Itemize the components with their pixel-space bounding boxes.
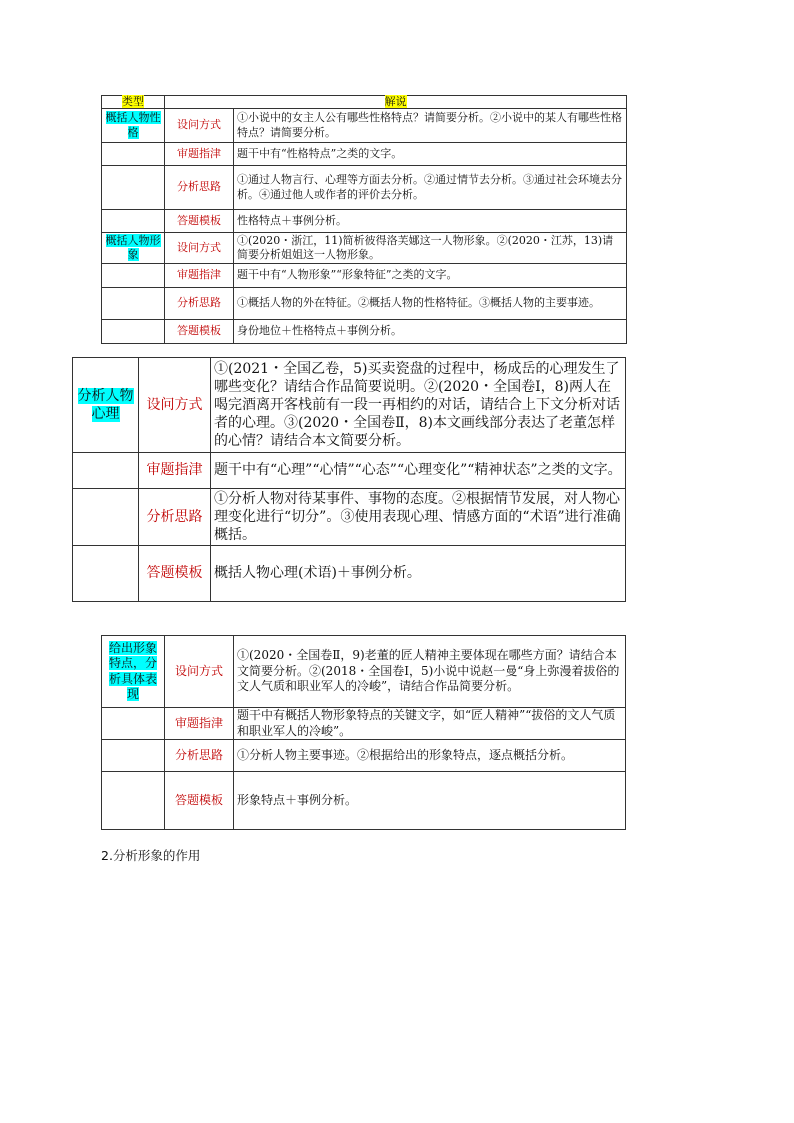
row-text: 题干中有概括人物形象特点的关键文字，如“匠人精神”“拔俗的文人气质和职业军人的冷峻”。 — [234, 708, 626, 740]
empty-type-cell — [73, 546, 139, 602]
empty-type-cell — [102, 264, 165, 288]
table-row — [102, 109, 627, 143]
table-row — [102, 320, 627, 344]
empty-type-cell — [102, 210, 165, 233]
table-row — [73, 546, 626, 602]
table-row — [102, 143, 627, 166]
row-label: 设问方式 — [165, 233, 234, 264]
row-text: ①小说中的女主人公有哪些性格特点？请简要分析。②小说中的某人有哪些性格特点？请简要分析。 — [234, 109, 627, 143]
row-text: ①(2020・浙江，11)简析彼得洛芙娜这一人物形象。②(2020・江苏，13)请简要分析姐姐这一人物形象。 — [234, 233, 627, 264]
row-label: 分析思路 — [165, 166, 234, 210]
table-row — [102, 772, 626, 830]
row-text: 题干中有“人物形象”“形象特征”之类的文字。 — [234, 264, 627, 288]
table-row — [102, 636, 626, 708]
row-text: 性格特点＋事例分析。 — [234, 210, 627, 233]
empty-type-cell — [73, 489, 139, 546]
header-type: 类型 — [122, 95, 144, 108]
table-row — [73, 489, 626, 546]
type-label: 分析人物心理 — [77, 387, 134, 422]
empty-type-cell — [102, 143, 165, 166]
row-label: 答题模板 — [139, 546, 211, 602]
row-label: 设问方式 — [165, 109, 234, 143]
table-row — [102, 210, 627, 233]
row-label: 答题模板 — [165, 772, 234, 830]
table-given-traits-analysis — [101, 635, 626, 830]
table-header-row — [102, 96, 627, 109]
header-explain: 解说 — [384, 95, 407, 108]
table-row — [102, 233, 627, 264]
row-label: 审题指津 — [165, 708, 234, 740]
row-label: 设问方式 — [165, 636, 234, 708]
row-label: 审题指津 — [165, 264, 234, 288]
row-label: 答题模板 — [165, 320, 234, 344]
table-row — [73, 453, 626, 489]
type-cell — [73, 358, 139, 453]
table-row — [102, 264, 627, 288]
row-text: ①分析人物对待某事件、事物的态度。②根据情节发展，对人物心理变化进行“切分”。③使用表现心理、情感方面的“术语”进行准确概括。 — [211, 489, 626, 546]
type-label: 概括人物形象 — [105, 233, 161, 261]
row-text: ①通过人物言行、心理等方面去分析。②通过情节去分析。③通过社会环境去分析。④通过他人或作者的评价去分析。 — [234, 166, 627, 210]
type-cell — [102, 233, 165, 264]
empty-type-cell — [102, 166, 165, 210]
header-type-cell — [102, 96, 165, 109]
type-cell — [102, 109, 165, 143]
type-cell — [102, 636, 165, 708]
table-character-psychology — [72, 357, 626, 602]
empty-type-cell — [102, 772, 165, 830]
empty-type-cell — [102, 288, 165, 320]
type-label: 概括人物性格 — [105, 111, 161, 139]
empty-type-cell — [102, 708, 165, 740]
section-2-heading: 2.分析形象的作用 — [101, 848, 201, 863]
empty-type-cell — [102, 740, 165, 772]
table-row — [102, 740, 626, 772]
empty-type-cell — [102, 320, 165, 344]
row-label: 审题指津 — [139, 453, 211, 489]
header-explain-cell — [165, 96, 627, 109]
row-text: ①概括人物的外在特征。②概括人物的性格特征。③概括人物的主要事迹。 — [234, 288, 627, 320]
row-label: 答题模板 — [165, 210, 234, 233]
table-row — [102, 166, 627, 210]
type-label: 给出形象特点，分析具体表现 — [108, 640, 157, 701]
row-text: 题干中有“性格特点”之类的文字。 — [234, 143, 627, 166]
row-label: 分析思路 — [165, 288, 234, 320]
row-text: 概括人物心理(术语)＋事例分析。 — [211, 546, 626, 602]
row-text: 身份地位＋性格特点＋事例分析。 — [234, 320, 627, 344]
row-label: 设问方式 — [139, 358, 211, 453]
table-row — [102, 288, 627, 320]
row-label: 分析思路 — [165, 740, 234, 772]
row-text: ①(2021・全国乙卷，5)买卖瓷盘的过程中，杨成岳的心理发生了哪些变化？请结合作品简要说明。②(2020・全国卷Ⅰ，8)两人在喝完酒离开客栈前有一段一再相约的对话，请结合上下文分析对话者的心理。③(2020・全国卷Ⅱ，8)本文画线部分表达了老董怎样的心情？请结合本文简要分析。 — [211, 358, 626, 453]
table-character-traits — [101, 95, 627, 344]
row-text: ①分析人物主要事迹。②根据给出的形象特点，逐点概括分析。 — [234, 740, 626, 772]
table-row — [102, 708, 626, 740]
empty-type-cell — [73, 453, 139, 489]
row-label: 审题指津 — [165, 143, 234, 166]
row-label: 分析思路 — [139, 489, 211, 546]
row-text: 题干中有“心理”“心情”“心态”“心理变化”“精神状态”之类的文字。 — [211, 453, 626, 489]
table-row — [73, 358, 626, 453]
row-text: 形象特点＋事例分析。 — [234, 772, 626, 830]
row-text: ①(2020・全国卷Ⅱ，9)老董的匠人精神主要体现在哪些方面？请结合本文简要分析。②(2018・全国卷Ⅰ，5)小说中说赵一曼“身上弥漫着拔俗的文人气质和职业军人的冷峻”，请结合作品简要分析。 — [234, 636, 626, 708]
